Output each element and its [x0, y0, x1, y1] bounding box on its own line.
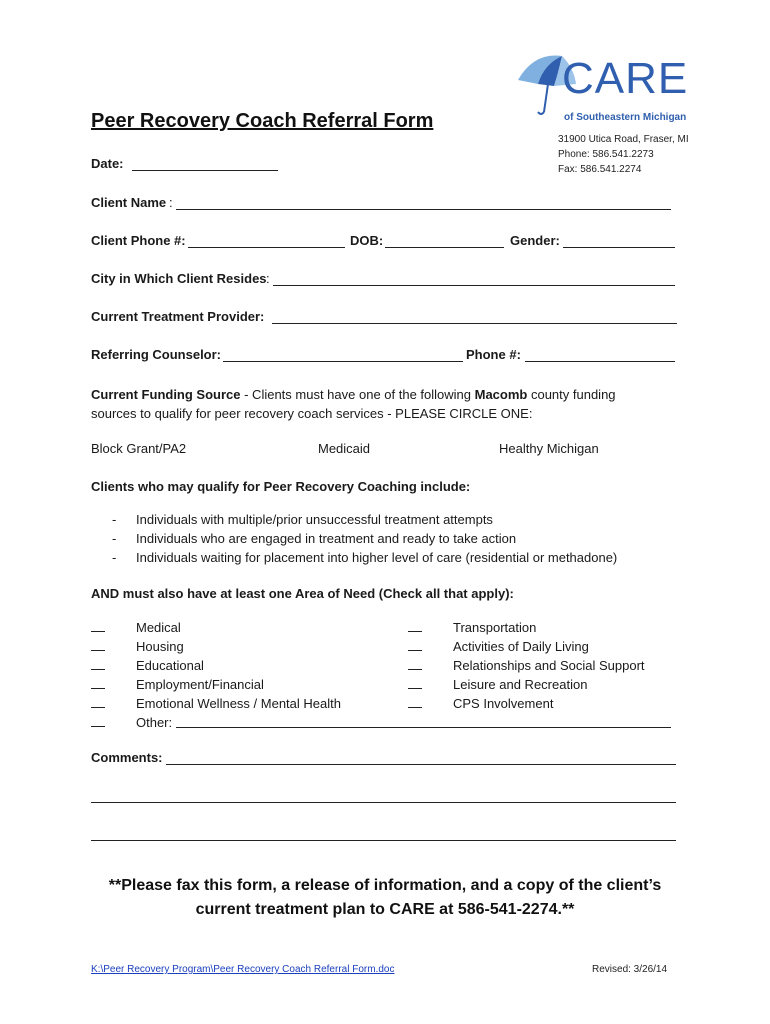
- funding-text-after: county funding: [527, 387, 616, 402]
- needs-right-labels: [453, 618, 645, 713]
- logo-wordmark: CARE: [562, 54, 689, 103]
- client-name-field[interactable]: [176, 209, 671, 210]
- city-field[interactable]: [273, 285, 675, 286]
- counselor-label: Referring Counselor:: [91, 347, 222, 362]
- logo-tagline: of Southeastern Michigan: [564, 112, 687, 123]
- checkbox-medical[interactable]: [91, 621, 105, 632]
- need-label: Employment/Financial: [136, 677, 264, 692]
- need-label: Housing: [136, 639, 184, 654]
- fax-text: Fax: 586.541.2274: [558, 164, 642, 175]
- needs-heading: AND must also have at least one Area of Need (Check all that apply):: [91, 586, 514, 601]
- list-item: - Individuals with multiple/prior unsuccessful treatment attempts: [112, 512, 493, 527]
- need-label: Activities of Daily Living: [453, 639, 589, 654]
- file-path-link[interactable]: K:\Peer Recovery Program\Peer Recovery Coach Referral Form.doc: [91, 964, 395, 975]
- funding-option-healthy-michigan[interactable]: Healthy Michigan: [499, 441, 599, 456]
- counselor-phone-label: Phone #:: [466, 347, 521, 362]
- need-label: Emotional Wellness / Mental Health: [136, 696, 341, 711]
- gender-field[interactable]: [563, 247, 675, 248]
- client-name-colon: :: [169, 195, 173, 210]
- comments-field-1[interactable]: [166, 764, 676, 765]
- dob-label: DOB:: [350, 233, 384, 248]
- funding-county: Macomb: [474, 387, 528, 402]
- list-item: - Individuals who are engaged in treatment and ready to take action: [112, 531, 517, 546]
- need-label: Other:: [136, 715, 173, 730]
- needs-left-labels: [136, 618, 341, 732]
- revised-date: Revised: 3/26/14: [592, 964, 668, 975]
- checkbox-housing[interactable]: [91, 640, 105, 651]
- counselor-phone-field[interactable]: [525, 361, 675, 362]
- need-label: Educational: [136, 658, 204, 673]
- needs-right-checkboxes: [408, 618, 422, 713]
- need-label: Leisure and Recreation: [453, 677, 588, 692]
- qualify-heading: Clients who may qualify for Peer Recovery Coaching include:: [91, 479, 471, 494]
- client-name-label: Client Name: [91, 195, 167, 210]
- checkbox-leisure[interactable]: [408, 678, 422, 689]
- other-field[interactable]: [176, 727, 671, 728]
- need-label: Medical: [136, 620, 181, 635]
- checkbox-relationships[interactable]: [408, 659, 422, 670]
- date-field[interactable]: [132, 170, 278, 171]
- page-title: Peer Recovery Coach Referral Form: [91, 110, 434, 132]
- checkbox-other[interactable]: [91, 716, 105, 727]
- comments-label: Comments:: [91, 750, 163, 765]
- client-phone-field[interactable]: [188, 247, 345, 248]
- needs-left-checkboxes: [91, 618, 105, 732]
- contact-block: [558, 132, 689, 177]
- fax-instruction-line1: **Please fax this form, a release of information, and a copy of the client’s: [108, 877, 662, 894]
- city-colon: :: [266, 271, 270, 286]
- comments-field-2[interactable]: [91, 802, 676, 803]
- need-label: Transportation: [453, 620, 537, 635]
- fax-instruction: [60, 874, 710, 922]
- list-item: - Individuals waiting for placement into higher level of care (residential or methadone): [112, 550, 618, 565]
- checkbox-employment[interactable]: [91, 678, 105, 689]
- need-label: CPS Involvement: [453, 696, 554, 711]
- address-text: 31900 Utica Road, Fraser, MI: [558, 134, 689, 145]
- funding-text-before: - Clients must have one of the following: [240, 387, 475, 402]
- provider-field[interactable]: [272, 323, 677, 324]
- comments-field-3[interactable]: [91, 840, 676, 841]
- checkbox-transportation[interactable]: [408, 621, 422, 632]
- checkbox-educational[interactable]: [91, 659, 105, 670]
- qualify-list: [112, 510, 618, 567]
- funding-option-block-grant[interactable]: Block Grant/PA2: [91, 441, 187, 456]
- fax-instruction-line2: current treatment plan to CARE at 586-541-2274.**: [195, 901, 575, 918]
- checkbox-daily-living[interactable]: [408, 640, 422, 651]
- client-phone-label: Client Phone #:: [91, 233, 186, 248]
- checkbox-cps[interactable]: [408, 697, 422, 708]
- checkbox-emotional[interactable]: [91, 697, 105, 708]
- funding-line2: sources to qualify for peer recovery coach services - PLEASE CIRCLE ONE:: [91, 406, 533, 421]
- dob-field[interactable]: [385, 247, 504, 248]
- funding-label: Current Funding Source: [91, 387, 241, 402]
- counselor-field[interactable]: [223, 361, 463, 362]
- date-label: Date:: [91, 156, 124, 171]
- care-logo: [514, 50, 689, 130]
- need-label: Relationships and Social Support: [453, 658, 645, 673]
- gender-label: Gender:: [510, 233, 560, 248]
- phone-text: Phone: 586.541.2273: [558, 149, 654, 160]
- funding-option-medicaid[interactable]: Medicaid: [318, 441, 371, 456]
- city-label: City in Which Client Resides: [91, 271, 267, 286]
- provider-label: Current Treatment Provider:: [91, 309, 265, 324]
- funding-paragraph: [91, 385, 616, 423]
